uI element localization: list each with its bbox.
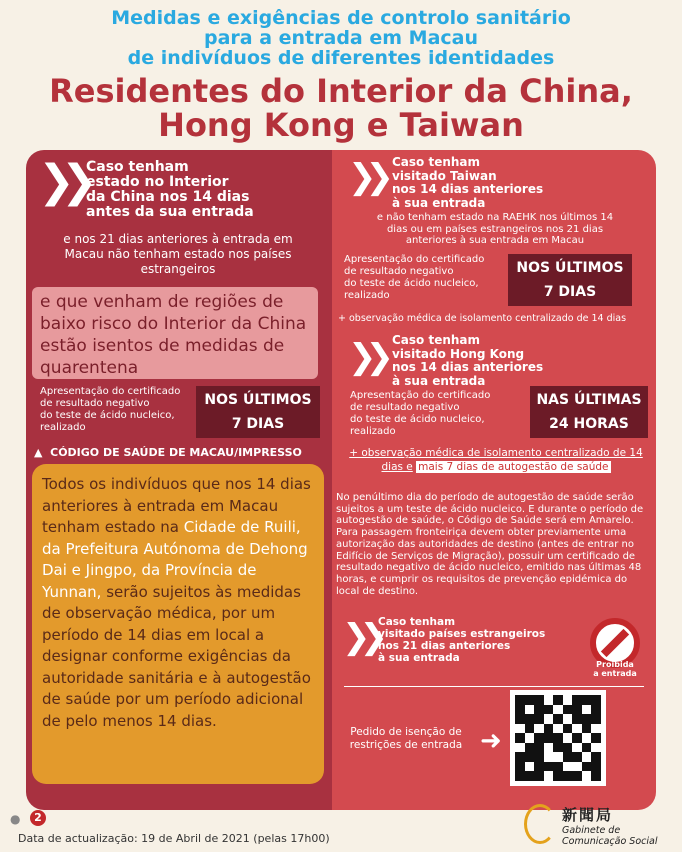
page-title-2: Hong Kong e Taiwan <box>158 106 524 144</box>
hk-timing-box: NAS ÚLTIMAS 24 HORAS <box>530 386 648 438</box>
ruili-notice: Todos os indivíduos que nos 14 dias anteriores à entrada em Macau tenham estado na Cidade de Ruili, da Prefeitura Autónoma de Dehong Dai e Jingpo, da Província de Yunnan, serão sujeitos às medidas de observação médica, por um período de 14 dias em local a designar conforme exigências da autoridade sanitária e à autogestão de saúde por um período adicional de pelo menos 14 dias. <box>32 464 324 784</box>
no-entry-label: Proibida a entrada <box>593 660 637 678</box>
taiwan-condition: e não tenham estado na RAEHK nos últimos 14 dias ou em países estrangeiros nos 21 dias anteriores à sua entrada em Macau <box>376 212 614 246</box>
gcs-logo-text: 新聞局 Gabinete de Comunicação Social <box>562 806 658 847</box>
chevron-icon: ❯❯ <box>348 337 383 377</box>
chevron-icon: ❯❯ <box>348 157 383 197</box>
hk-case: Caso tenham visitado Hong Kong nos 14 dias anteriores à sua entrada <box>392 333 544 388</box>
foreign-case: Caso tenham visitado países estrangeiros nos 21 dias anteriores à sua entrada <box>378 616 546 664</box>
taiwan-hk-panel <box>332 150 656 810</box>
self-management-note: No penúltimo dia do período de autogestão de saúde serão sujeitos a um teste de ácido nucleico. E durante o período de autogestão de saúde, o Código de Saúde será em Amarelo. Para passagem fronteiriça devem obter previamente uma autorização das autoridades de destino (antes de entrar no Edifício de Serviços de Migração), possuir um certificado de resultado negativo de ácido nucleico, emitido nas últimas 48 horas, e cumprir os requisitos de prevenção epidémica do local de destino. <box>336 492 644 597</box>
gcs-logo-icon <box>524 804 556 844</box>
divider <box>344 686 644 687</box>
page-title-1: Residentes do Interior da China, <box>49 72 633 110</box>
taiwan-timing-box: NOS ÚLTIMOS 7 DIAS <box>508 254 632 306</box>
taiwan-observation: + observação médica de isolamento centralizado de 14 dias <box>338 313 627 324</box>
mainland-timing-box: NOS ÚLTIMOS 7 DIAS <box>196 386 320 438</box>
exemption-note: e que venham de regiões de baixo risco do Interior da China estão isentos de medidas de quarentena <box>32 287 318 379</box>
header-line-2: para a entrada em Macau <box>203 27 479 49</box>
chevron-icon: ❯❯ <box>342 617 377 657</box>
taiwan-case: Caso tenham visitado Taiwan nos 14 dias anteriores à sua entrada <box>392 155 544 210</box>
arrow-right-icon: ➜ <box>480 726 502 756</box>
exemption-request: Pedido de isenção de restrições de entrada <box>349 726 463 751</box>
header-line-3: de indivíduos de diferentes identidades <box>127 47 555 69</box>
page-number: 2 <box>30 810 46 826</box>
hk-observation: + observação médica de isolamento centralizado de 14 dias e mais 7 dias de autogestão de saúde <box>349 447 643 473</box>
qr-code[interactable] <box>510 690 606 786</box>
health-code-label: ▲ CÓDIGO DE SAÚDE DE MACAU/IMPRESSO <box>34 446 302 459</box>
hk-cert-text: Apresentação do certificado de resultado negativo do teste de ácido nucleico, realizado <box>350 390 491 437</box>
mainland-cert-text: Apresentação do certificado de resultado negativo do teste de ácido nucleico, realizado <box>40 386 181 433</box>
header-line-1: Medidas e exigências de controlo sanitário <box>111 7 571 29</box>
taiwan-cert-text: Apresentação do certificado de resultado negativo do teste de ácido nucleico, realizado <box>344 254 485 301</box>
mainland-case: Caso tenham estado no Interior da China nos 14 dias antes da sua entrada <box>86 159 254 220</box>
mainland-condition: e nos 21 dias anteriores à entrada em Macau não tenham estado nos países estrangeiros <box>63 232 293 276</box>
chevron-icon: ❯❯ <box>38 156 84 207</box>
update-date: Data de actualização: 19 de Abril de 2021 (pelas 17h00) <box>18 832 330 845</box>
page-dots: ● <box>10 812 21 826</box>
